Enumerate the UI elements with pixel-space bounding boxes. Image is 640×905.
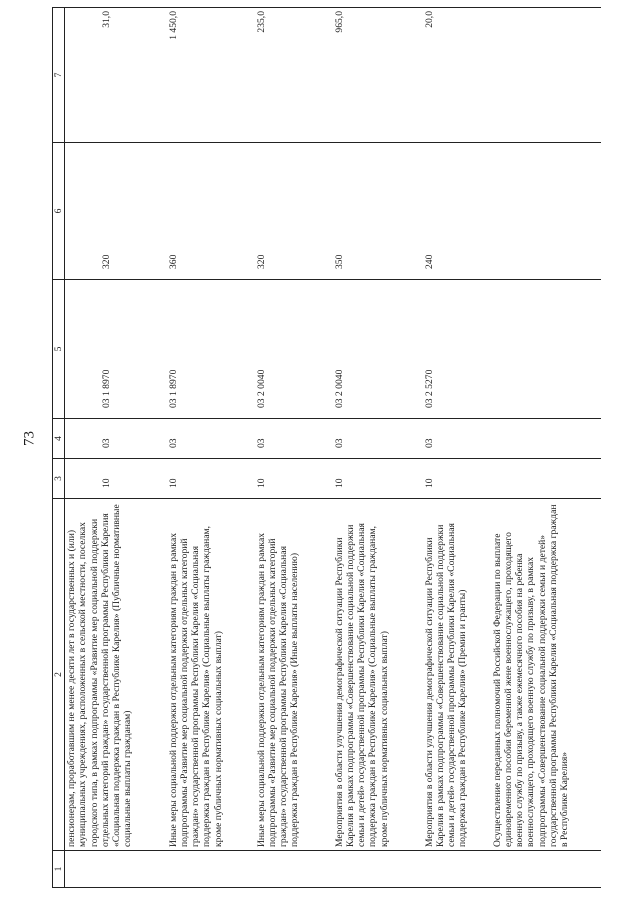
header-col-5: 5 — [53, 280, 65, 419]
row-description: Осуществление переданных полномочий Российской Федерации по выплате единовременного пособия беременной жене военнослужащего, проходящего военную службу по призыву, а также ежемесячного пособия на ребенка военнослужащего, проходящего военную службу по призыву, в рамках подпрограммы «Совершенствование социальной поддержки семьи и детей» государственной программы Республики Карелия «Социальная поддержка граждан в Республике Карелия» — [491, 499, 601, 851]
row-target-article: 03 2 5270 — [423, 280, 491, 419]
header-col-4: 4 — [53, 419, 65, 459]
row-subsection: 03 — [65, 419, 167, 459]
row-amount: 235,0 — [255, 8, 333, 143]
row-subsection: 03 — [255, 419, 333, 459]
row-col1 — [255, 851, 333, 888]
rotated-table-sheet — [52, 8, 612, 888]
header-col-2: 2 — [53, 499, 65, 851]
row-section: 10 — [333, 459, 423, 499]
row-amount: 1 450,0 — [167, 8, 255, 143]
row-col1 — [167, 851, 255, 888]
row-section: 10 — [167, 459, 255, 499]
row-section: 10 — [423, 459, 491, 499]
row-target-article — [491, 280, 601, 419]
row-description: пенсионерам, проработавшим не менее десяти лет в государственных и (или) муниципальных учреждениях, расположенных в сельской местности, поселках городского типа, в рамках подпрограммы «Развитие мер социальной поддержки отдельных категорий граждан» государственной программы Республики Карелия «Социальная поддержка граждан в Республике Карелия» (Публичные нормативные социальные выплаты гражданам) — [65, 499, 167, 851]
row-description: Иные меры социальной поддержки отдельным категориям граждан в рамках подпрограммы «Развитие мер социальной поддержки отдельных категорий граждан» государственной программы Республики Карелия «Социальная поддержка граждан в Республике Карелия» (Иные выплаты населению) — [255, 499, 333, 851]
row-section: 10 — [65, 459, 167, 499]
row-amount — [491, 8, 601, 143]
row-amount: 31,0 — [65, 8, 167, 143]
table-row — [255, 8, 333, 888]
row-expense-type: 240 — [423, 143, 491, 280]
table-row — [423, 8, 491, 888]
table-header — [53, 8, 65, 888]
header-col-1: 1 — [53, 851, 65, 888]
row-section — [491, 459, 601, 499]
budget-table — [52, 7, 601, 888]
row-target-article: 03 1 8970 — [65, 280, 167, 419]
header-col-6: 6 — [53, 143, 65, 280]
row-subsection — [491, 419, 601, 459]
row-amount: 965,0 — [333, 8, 423, 143]
row-col1 — [491, 851, 601, 888]
row-col1 — [65, 851, 167, 888]
row-expense-type: 320 — [255, 143, 333, 280]
row-expense-type — [491, 143, 601, 280]
row-target-article: 03 1 8970 — [167, 280, 255, 419]
row-section: 10 — [255, 459, 333, 499]
row-subsection: 03 — [167, 419, 255, 459]
table-row — [491, 8, 601, 888]
row-expense-type: 320 — [65, 143, 167, 280]
table-rotor — [52, 8, 612, 888]
table-row — [65, 8, 167, 888]
row-description: Иные меры социальной поддержки отдельным категориям граждан в рамках подпрограммы «Развитие мер социальной поддержки отдельных категорий граждан» государственной программы Республики Карелия «Социальная поддержка граждан в Республике Карелия» (Социальные выплаты гражданам, кроме публичных нормативных социальных выплат) — [167, 499, 255, 851]
row-col1 — [333, 851, 423, 888]
header-col-7: 7 — [53, 8, 65, 143]
table-row — [167, 8, 255, 888]
table-row — [333, 8, 423, 888]
row-amount: 20,0 — [423, 8, 491, 143]
row-subsection: 03 — [423, 419, 491, 459]
row-target-article: 03 2 0040 — [333, 280, 423, 419]
row-expense-type: 360 — [167, 143, 255, 280]
row-target-article: 03 2 0040 — [255, 280, 333, 419]
header-col-3: 3 — [53, 459, 65, 499]
row-expense-type: 350 — [333, 143, 423, 280]
row-subsection: 03 — [333, 419, 423, 459]
page-number: 73 — [21, 431, 38, 446]
row-col1 — [423, 851, 491, 888]
row-description: Мероприятия в области улучшения демографической ситуации Республики Карелия в рамках подпрограммы «Совершенствование социальной поддержки семьи и детей» государственной программы Республики Карелия «Социальная поддержка граждан в Республике Карелия» (Социальные выплаты гражданам, кроме публичных нормативных социальных выплат) — [333, 499, 423, 851]
row-description: Мероприятия в области улучшения демографической ситуации Республики Карелия в рамках подпрограммы «Совершенствование социальной поддержки семьи и детей» государственной программы Республики Карелия «Социальная поддержка граждан в Республике Карелия» (Премии и гранты) — [423, 499, 491, 851]
